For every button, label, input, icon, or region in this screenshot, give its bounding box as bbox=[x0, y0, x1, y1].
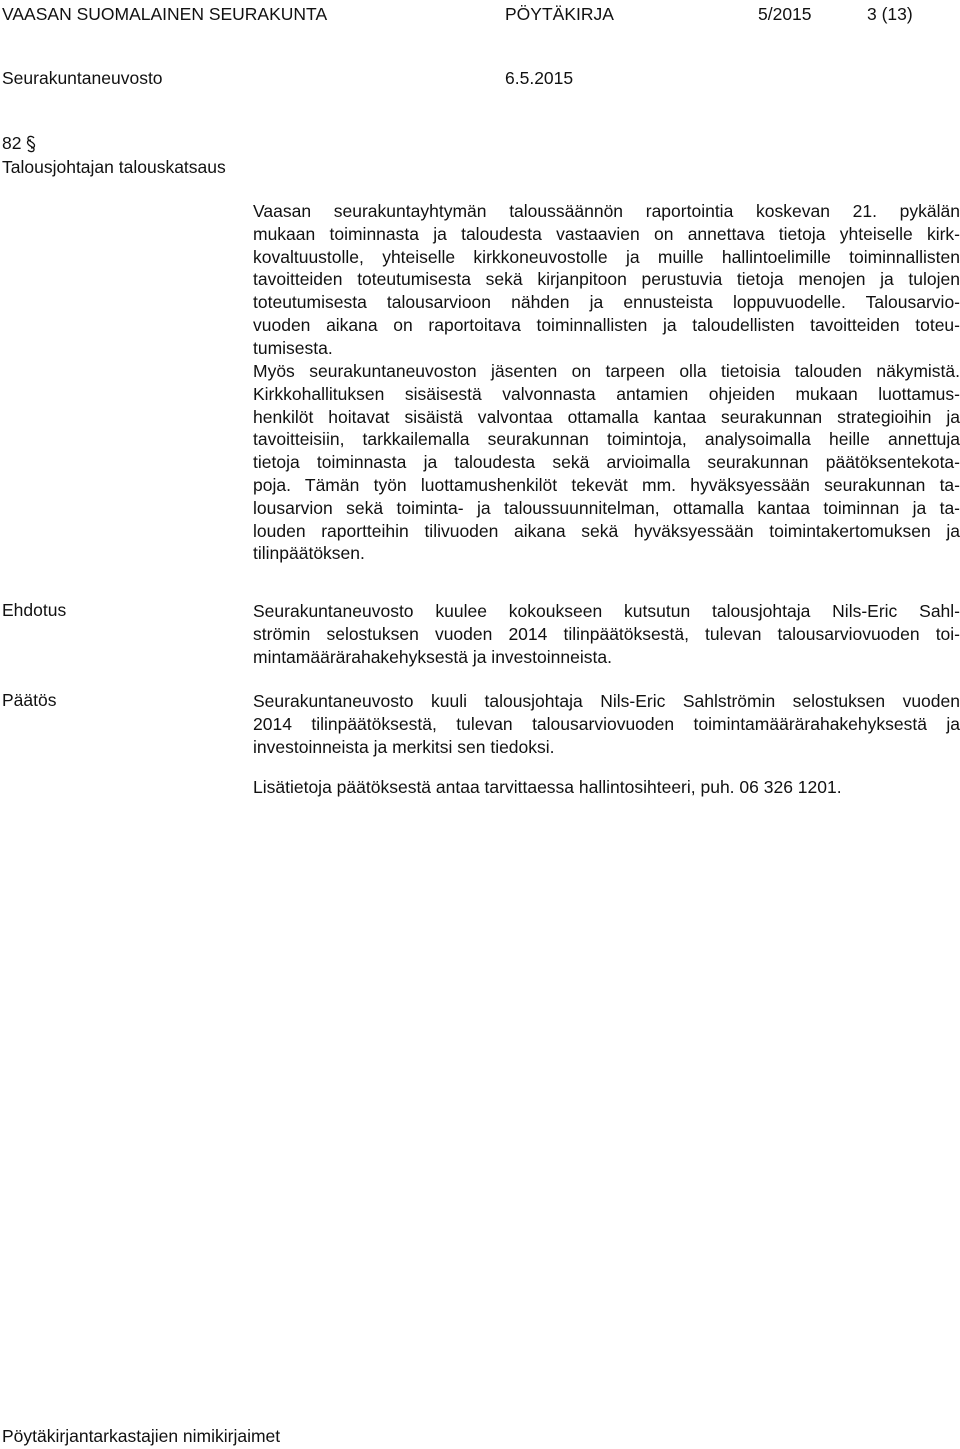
text-line: tavoitteiden toteutumisesta sekä kirjanpitoon perustuvia tietoja menojen ja tulojen bbox=[253, 269, 960, 290]
body-name: Seurakuntaneuvosto bbox=[2, 68, 163, 88]
text-line: tumisesta. bbox=[253, 337, 333, 358]
footer-initials-label: Pöytäkirjantarkastajien nimikirjaimet bbox=[2, 1426, 281, 1446]
decision-text bbox=[253, 690, 960, 771]
meeting-date: 6.5.2015 bbox=[505, 68, 574, 88]
text-line: mintamäärärahakehyksestä ja investoinneista. bbox=[253, 646, 612, 667]
paragraph-2 bbox=[253, 360, 960, 578]
text-line: Seurakuntaneuvosto kuuli talousjohtaja Nils-Eric Sahlströmin selostuksen vuoden bbox=[253, 691, 960, 711]
text-line: kovaltuustolle, yhteiselle kirkkoneuvostolle ja muille hallintoelimille toiminnallisten bbox=[253, 246, 960, 267]
doc-number: 5/2015 bbox=[758, 4, 812, 24]
text-line: lousarvion sekä toiminta- ja taloussuunnitelman, ottamalla kantaa toiminnan ja ta- bbox=[253, 497, 960, 518]
paragraph-1 bbox=[253, 200, 960, 373]
text-line: mukaan toiminnasta ja taloudesta vastaavien on annettava tietoja yhteiselle kirk- bbox=[253, 223, 960, 244]
text-line: tilinpäätöksen. bbox=[253, 543, 365, 564]
text-line: louden raportteihin tilivuoden aikana sekä hyväksyessään toimintakertomuksen ja bbox=[253, 520, 960, 541]
section-title: Talousjohtajan talouskatsaus bbox=[2, 157, 226, 177]
doc-type: PÖYTÄKIRJA bbox=[505, 4, 614, 24]
section-number-row bbox=[2, 133, 37, 154]
text-line: tavoitteisiin, tarkkailemalla seurakunnan toimintoja, analysoimalla heille annettuja bbox=[253, 429, 960, 450]
proposal-text bbox=[253, 600, 960, 681]
text-line: henkilöt hoitavat sisäistä valvontaa ottamalla kantaa seurakunnan strategioihin ja bbox=[253, 406, 960, 427]
text-line: Vaasan seurakuntayhtymän taloussäännön raportointia koskevan 21. pykälän bbox=[253, 201, 960, 221]
section-number: 82 bbox=[2, 133, 22, 153]
text-line: tietoja toiminnasta ja taloudesta sekä arvioimalla seurakunnan päätöksentekota- bbox=[253, 452, 960, 473]
text-line: poja. Tämän työn luottamushenkilöt tekevät mm. hyväksyessään seurakunnan ta- bbox=[253, 474, 960, 495]
page-number: 3 (13) bbox=[867, 4, 913, 24]
text-line: Seurakuntaneuvosto kuulee kokoukseen kutsutun talousjohtaja Nils-Eric Sahl- bbox=[253, 601, 960, 621]
text-line: investoinneista ja merkitsi sen tiedoksi. bbox=[253, 736, 555, 757]
org-name: VAASAN SUOMALAINEN SEURAKUNTA bbox=[2, 4, 328, 24]
section-sign-icon bbox=[25, 135, 37, 153]
proposal-label: Ehdotus bbox=[2, 600, 67, 620]
info-text: Lisätietoja päätöksestä antaa tarvittaessa hallintosihteeri, puh. 06 326 1201. bbox=[253, 777, 842, 797]
text-line: vuoden aikana on raportoitava toiminnallisten ja taloudellisten tavoitteiden toteu- bbox=[253, 314, 960, 335]
text-line: Myös seurakuntaneuvoston jäsenten on tarpeen olla tietoisia talouden näkymistä. bbox=[253, 361, 960, 381]
text-line: 2014 tilinpäätöksestä, tulevan talousarviovuoden toimintamäärärahakehyksestä ja bbox=[253, 713, 960, 734]
decision-label: Päätös bbox=[2, 690, 57, 710]
text-line: toteutumisesta talousarvioon nähden ja ennusteista loppuvuodelle. Talousarvio- bbox=[253, 292, 960, 313]
text-line: strömin selostuksen vuoden 2014 tilinpäätöksestä, tulevan talousarviovuoden toi- bbox=[253, 623, 960, 644]
text-line: Kirkkohallituksen sisäisestä valvonnasta antamien ohjeiden mukaan luottamus- bbox=[253, 383, 960, 404]
